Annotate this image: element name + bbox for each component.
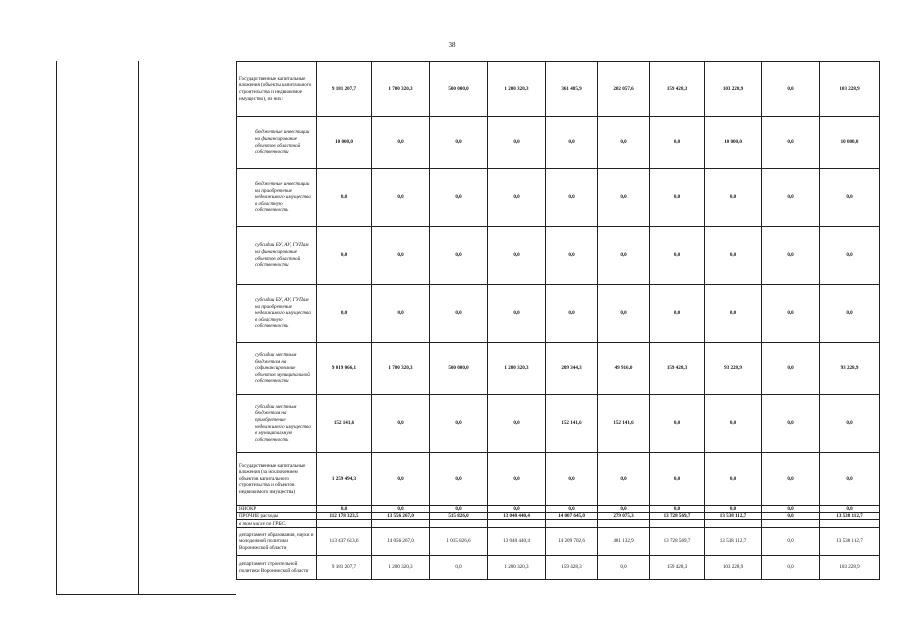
value-cell: 14 209 702,6 <box>546 528 598 556</box>
value-cell: 0,0 <box>598 556 650 580</box>
value-cell: 515 826,0 <box>430 513 488 520</box>
value-cell: 0,0 <box>546 169 598 227</box>
value-cell: 0,0 <box>762 528 820 556</box>
left-bottom-line <box>56 594 236 595</box>
row-label: в том числе по ГРБС: <box>237 520 317 528</box>
value-cell: 0,0 <box>705 453 762 506</box>
value-cell: 152 141,6 <box>317 395 372 453</box>
value-cell <box>705 520 762 528</box>
value-cell: 0,0 <box>650 453 705 506</box>
value-cell: 0,0 <box>488 117 546 169</box>
value-cell: 1 200 320,3 <box>488 62 546 117</box>
value-cell: 0,0 <box>650 395 705 453</box>
row-label: НИОКР <box>237 506 317 513</box>
left-margin-line <box>56 61 57 595</box>
value-cell: 0,0 <box>650 285 705 343</box>
value-cell: 0,0 <box>598 227 650 285</box>
value-cell: 13 728 569,7 <box>650 513 705 520</box>
table-row <box>237 395 880 453</box>
budget-table <box>236 61 880 580</box>
value-cell: 1 259 494,3 <box>317 453 372 506</box>
value-cell: 0,0 <box>488 169 546 227</box>
value-cell: 0,0 <box>317 227 372 285</box>
value-cell: 0,0 <box>650 117 705 169</box>
value-cell: 13 556 267,0 <box>372 513 430 520</box>
row-label: субсидии БУ, АУ, ГУПам на финансирование объектов областной собственности <box>237 227 317 285</box>
row-label: бюджетные инвестиции на приобретение недвижимого имущества в областную собственность <box>237 169 317 227</box>
value-cell: 13 538 112,7 <box>705 528 762 556</box>
value-cell: 1 200 320,3 <box>488 556 546 580</box>
value-cell: 361 485,9 <box>546 62 598 117</box>
value-cell: 13 040 440,4 <box>488 528 546 556</box>
value-cell: 0,0 <box>372 117 430 169</box>
value-cell: 93 228,9 <box>705 343 762 395</box>
value-cell: 0,0 <box>598 117 650 169</box>
value-cell: 13 538 112,7 <box>820 513 880 520</box>
value-cell: 152 141,6 <box>546 395 598 453</box>
value-cell: 0,0 <box>762 227 820 285</box>
value-cell: 0,0 <box>762 453 820 506</box>
value-cell: 1 200 320,3 <box>372 556 430 580</box>
table-row <box>237 528 880 556</box>
value-cell <box>430 520 488 528</box>
value-cell: 0,0 <box>705 227 762 285</box>
value-cell: 0,0 <box>430 227 488 285</box>
value-cell: 159 428,3 <box>650 556 705 580</box>
value-cell: 0,0 <box>820 227 880 285</box>
value-cell: 14 056 267,0 <box>372 528 430 556</box>
value-cell: 9 181 207,7 <box>317 556 372 580</box>
value-cell: 0,0 <box>546 506 598 513</box>
value-cell: 0,0 <box>820 395 880 453</box>
value-cell: 0,0 <box>430 169 488 227</box>
value-cell: 0,0 <box>705 169 762 227</box>
value-cell: 279 075,3 <box>598 513 650 520</box>
value-cell: 0,0 <box>430 117 488 169</box>
value-cell: 0,0 <box>546 117 598 169</box>
value-cell: 500 000,0 <box>430 343 488 395</box>
row-label: департамент образования, науки и молодежной политики Воронежской области <box>237 528 317 556</box>
value-cell: 0,0 <box>488 506 546 513</box>
value-cell <box>488 520 546 528</box>
value-cell: 103 228,9 <box>705 62 762 117</box>
value-cell: 10 000,0 <box>820 117 880 169</box>
value-cell: 0,0 <box>372 506 430 513</box>
row-label: департамент строительной политики Воронежской области <box>237 556 317 580</box>
value-cell: 14 007 645,0 <box>546 513 598 520</box>
value-cell: 0,0 <box>430 395 488 453</box>
value-cell: 0,0 <box>430 285 488 343</box>
table-row <box>237 556 880 580</box>
value-cell: 93 228,9 <box>820 343 880 395</box>
value-cell: 0,0 <box>650 506 705 513</box>
value-cell: 9 019 066,1 <box>317 343 372 395</box>
table-row <box>237 227 880 285</box>
value-cell: 159 428,3 <box>650 62 705 117</box>
value-cell: 0,0 <box>488 285 546 343</box>
value-cell: 103 228,9 <box>820 556 880 580</box>
value-cell: 0,0 <box>762 513 820 520</box>
value-cell: 0,0 <box>762 506 820 513</box>
value-cell: 112 178 323,5 <box>317 513 372 520</box>
value-cell: 0,0 <box>430 453 488 506</box>
value-cell <box>546 520 598 528</box>
value-cell: 0,0 <box>546 227 598 285</box>
value-cell <box>762 520 820 528</box>
value-cell: 13 538 112,7 <box>705 513 762 520</box>
value-cell: 481 132,9 <box>598 528 650 556</box>
value-cell: 0,0 <box>762 395 820 453</box>
value-cell: 1 700 320,3 <box>372 343 430 395</box>
table-row <box>237 343 880 395</box>
row-label: Государственные капитальные вложения (за исключением объектов капитального строительства и объектов недвижимого имущества) <box>237 453 317 506</box>
value-cell: 0,0 <box>705 395 762 453</box>
value-cell: 0,0 <box>430 506 488 513</box>
value-cell <box>650 520 705 528</box>
value-cell: 0,0 <box>546 453 598 506</box>
value-cell: 500 000,0 <box>430 62 488 117</box>
value-cell: 13 728 569,7 <box>650 528 705 556</box>
value-cell: 0,0 <box>820 169 880 227</box>
table-row <box>237 117 880 169</box>
value-cell: 152 141,6 <box>598 395 650 453</box>
value-cell: 0,0 <box>762 285 820 343</box>
value-cell: 0,0 <box>488 227 546 285</box>
table-row <box>237 513 880 520</box>
value-cell: 0,0 <box>650 227 705 285</box>
value-cell: 0,0 <box>762 556 820 580</box>
page-number: 38 <box>448 41 456 49</box>
value-cell: 0,0 <box>762 62 820 117</box>
table-row <box>237 506 880 513</box>
value-cell: 10 000,0 <box>317 117 372 169</box>
value-cell: 0,0 <box>546 285 598 343</box>
value-cell: 0,0 <box>762 169 820 227</box>
value-cell: 0,0 <box>372 285 430 343</box>
value-cell: 0,0 <box>317 169 372 227</box>
value-cell <box>372 520 430 528</box>
table-row <box>237 453 880 506</box>
value-cell: 159 428,3 <box>650 343 705 395</box>
row-label: субсидии местным бюджетам на софинансирование объектов муниципальной собственности <box>237 343 317 395</box>
value-cell: 113 437 613,6 <box>317 528 372 556</box>
value-cell: 0,0 <box>372 169 430 227</box>
value-cell: 1 700 320,3 <box>372 62 430 117</box>
value-cell: 0,0 <box>598 285 650 343</box>
value-cell: 0,0 <box>650 169 705 227</box>
value-cell: 0,0 <box>317 506 372 513</box>
value-cell: 0,0 <box>705 285 762 343</box>
row-label: бюджетные инвестиции на финансирование объектов областной собственности <box>237 117 317 169</box>
value-cell: 209 344,3 <box>546 343 598 395</box>
value-cell: 0,0 <box>705 506 762 513</box>
row-label: субсидии БУ, АУ, ГУПам на приобретение недвижимого имущества в областную собственность <box>237 285 317 343</box>
value-cell: 0,0 <box>488 453 546 506</box>
value-cell: 0,0 <box>820 285 880 343</box>
row-label: Государственные капитальные вложения (объекты капитального строительства и недвижимое имущество), из них: <box>237 62 317 117</box>
table-row <box>237 62 880 117</box>
table-row <box>237 169 880 227</box>
value-cell: 0,0 <box>372 227 430 285</box>
value-cell: 0,0 <box>820 453 880 506</box>
value-cell: 0,0 <box>598 506 650 513</box>
value-cell <box>317 520 372 528</box>
value-cell: 49 916,0 <box>598 343 650 395</box>
value-cell: 0,0 <box>762 117 820 169</box>
value-cell: 9 181 207,7 <box>317 62 372 117</box>
row-label: ПРОЧИЕ расходы <box>237 513 317 520</box>
value-cell: 0,0 <box>372 395 430 453</box>
value-cell: 10 000,0 <box>705 117 762 169</box>
table-row <box>237 285 880 343</box>
value-cell: 103 228,9 <box>820 62 880 117</box>
value-cell: 0,0 <box>317 285 372 343</box>
value-cell: 0,0 <box>820 506 880 513</box>
value-cell: 13 538 112,7 <box>820 528 880 556</box>
value-cell: 202 057,6 <box>598 62 650 117</box>
row-label: субсидии местным бюджетам на приобретение недвижимого имущества в муниципальную собственность <box>237 395 317 453</box>
value-cell: 1 015 826,6 <box>430 528 488 556</box>
left-column-divider <box>138 61 139 595</box>
table-row <box>237 520 880 528</box>
value-cell: 1 200 320,3 <box>488 343 546 395</box>
value-cell: 159 428,3 <box>546 556 598 580</box>
value-cell: 0,0 <box>598 169 650 227</box>
value-cell: 0,0 <box>598 453 650 506</box>
value-cell: 103 228,9 <box>705 556 762 580</box>
value-cell: 0,0 <box>372 453 430 506</box>
value-cell: 13 040 440,4 <box>488 513 546 520</box>
value-cell: 0,0 <box>488 395 546 453</box>
value-cell <box>598 520 650 528</box>
value-cell: 0,0 <box>430 556 488 580</box>
value-cell <box>820 520 880 528</box>
value-cell: 0,0 <box>762 343 820 395</box>
